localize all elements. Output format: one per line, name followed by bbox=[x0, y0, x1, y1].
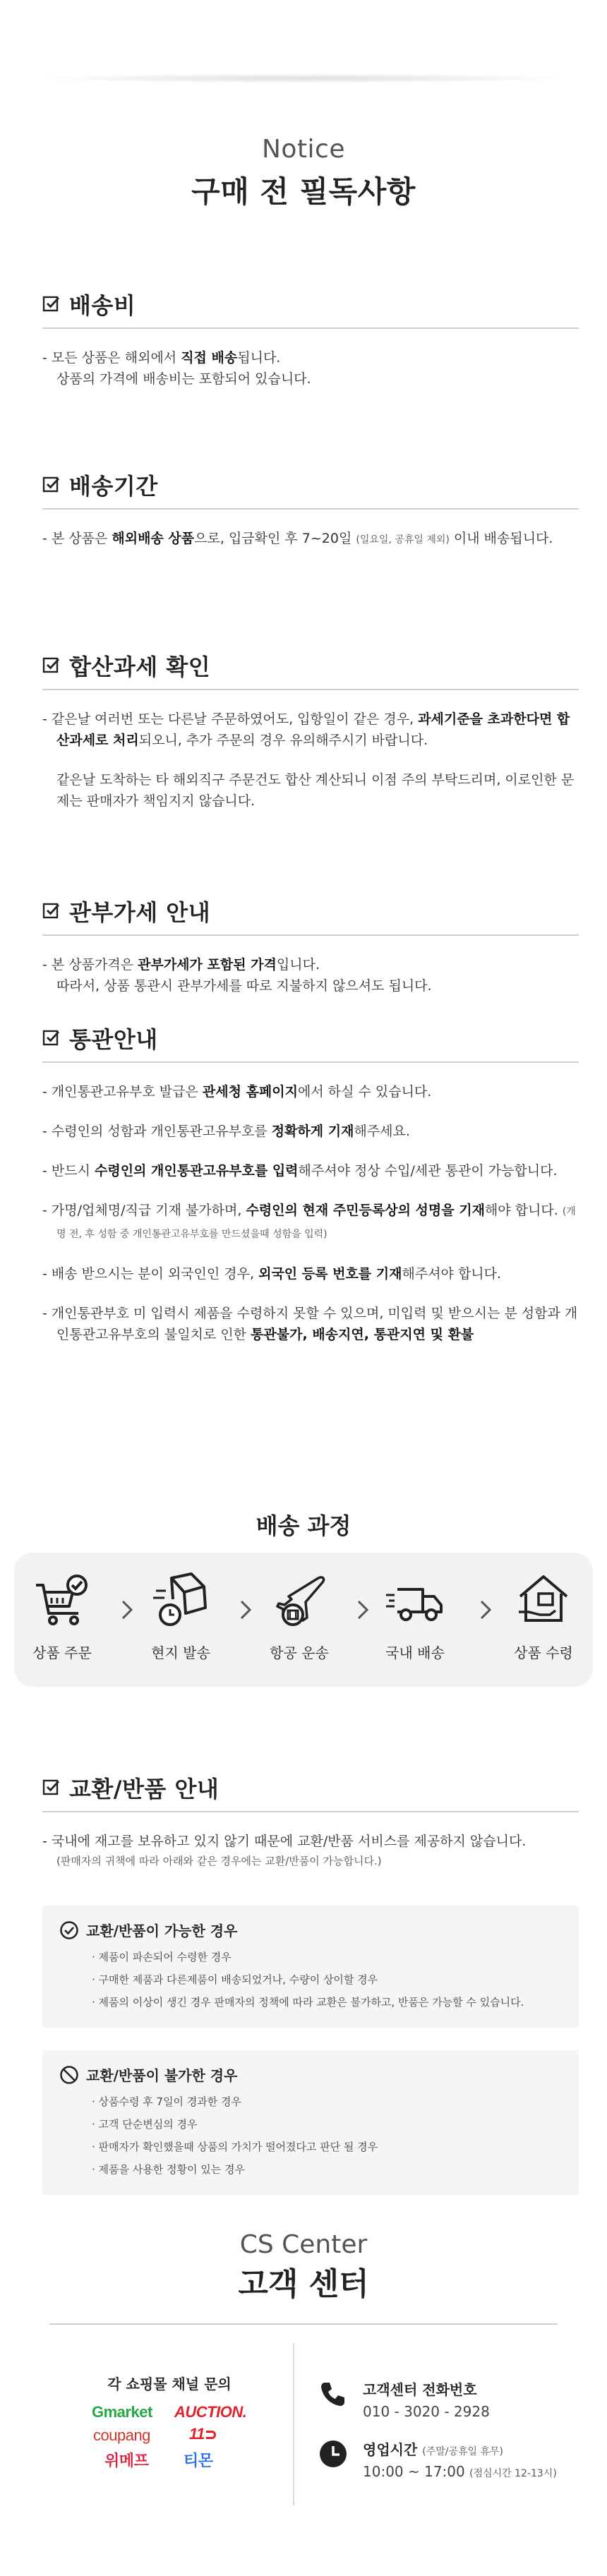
channels-title: 각 쇼핑몰 채널 문의 bbox=[107, 2376, 232, 2393]
list-item: · 제품의 이상이 생긴 경우 판매자의 정책에 따라 교환은 불가하고, 반품은 가능할 수 있습니다. bbox=[92, 1996, 524, 2009]
customs-item-5: - 배송 받으시는 분이 외국인인 경우, 외국인 등록 번호를 기재해주셔야 합니다. bbox=[42, 1266, 502, 1282]
shipping-fee-text: - 모든 상품은 해외에서 직접 배송됩니다. 상품의 가격에 배송비는 포함되어 있습니다. bbox=[42, 350, 311, 387]
hours-label: 영업시간 (주말/공휴일 휴무) bbox=[363, 2441, 504, 2458]
exchange-subtext: (판매자의 귀책에 따라 아래와 같은 경우에는 교환/반품이 가능합니다.) bbox=[56, 1855, 382, 1867]
process-step-label: 상품 주문 bbox=[32, 1644, 92, 1661]
duty-text: - 본 상품가격은 관부가세가 포함된 가격입니다. 따라서, 상품 통관시 관부가세를 따로 지불하지 않으셔도 됩니다. bbox=[42, 957, 432, 994]
cs-phone-row bbox=[318, 2378, 490, 2420]
prohibited-icon bbox=[59, 2065, 79, 2085]
tmon-logo[interactable]: 티몬 bbox=[184, 2452, 213, 2469]
phone-label: 고객센터 전화번호 bbox=[363, 2381, 477, 2398]
customs-item-3: - 반드시 수령인의 개인통관고유부호를 입력해주셔야 정상 수입/세관 통관이 가능합니다. bbox=[42, 1163, 558, 1179]
notice-title-ko: 구매 전 필독사항 bbox=[191, 174, 416, 210]
section-title-bar bbox=[42, 1771, 579, 1812]
coupang-logo[interactable]: coupang bbox=[93, 2426, 150, 2444]
cs-title-en: CS Center bbox=[239, 2230, 368, 2259]
box-title: 교환/반품이 불가한 경우 bbox=[59, 2064, 562, 2085]
section-title-bar bbox=[42, 895, 579, 936]
clock-icon bbox=[318, 2438, 349, 2469]
customs-item-2: - 수령인의 성함과 개인통관고유부호를 정확하게 기재해주세요. bbox=[42, 1124, 410, 1139]
process-step-dispatch bbox=[138, 1571, 223, 1662]
checkbox-icon bbox=[42, 1029, 61, 1047]
notice-title-en: Notice bbox=[261, 135, 345, 164]
cart-check-icon bbox=[32, 1571, 92, 1632]
list-item: · 판매자가 확인했을때 상품의 가치가 떨어졌다고 판단 될 경우 bbox=[92, 2141, 378, 2153]
box-title: 교환/반품이 가능한 경우 bbox=[59, 1920, 562, 1940]
section-shipping-fee bbox=[42, 288, 579, 390]
section-title: 교환/반품 안내 bbox=[69, 1776, 220, 1802]
wemakeprice-logo[interactable]: 위메프 bbox=[104, 2452, 149, 2469]
process-step-domestic bbox=[373, 1571, 457, 1662]
cs-divider-line bbox=[49, 2323, 558, 2325]
customs-item-6: - 개인통관부호 미 입력시 제품을 수령하지 못할 수 있으며, 미입력 및 받으시는 분 성함과 개인통관고유부호의 불일치로 인한 통관불가, 배송지연, 통관지연 및 환불 bbox=[42, 1306, 578, 1342]
house-receive-icon bbox=[513, 1571, 574, 1632]
notice-header bbox=[0, 134, 607, 211]
section-title-bar bbox=[42, 649, 579, 690]
hours-value: 10:00 ~ 17:00 (점심시간 12-13시) bbox=[363, 2463, 557, 2480]
customs-item-1: - 개인통관고유부호 발급은 관세청 홈페이지에서 하실 수 있습니다. bbox=[42, 1084, 432, 1100]
airplane-icon bbox=[269, 1571, 330, 1632]
combined-tax-text-2: 같은날 도착하는 타 해외직구 주문건도 합산 계산되니 이점 주의 부탁드리며, 이로인한 문제는 판매자가 책임지지 않습니다. bbox=[56, 772, 575, 809]
section-title-bar bbox=[42, 469, 579, 510]
customs-item-4: - 가명/업체명/직급 기재 불가하며, 수령인의 현재 주민등록상의 성명을 기재해야 합니다. (개명 전, 후 성함 중 개인통관고유부호를 만드셨을때 성함을 입력) bbox=[42, 1203, 576, 1240]
process-step-air bbox=[257, 1571, 342, 1662]
chevron-right-icon bbox=[356, 1599, 370, 1620]
section-duty bbox=[42, 895, 579, 997]
list-item: · 제품이 파손되어 수령한 경우 bbox=[92, 1951, 232, 1963]
impossible-list bbox=[59, 2090, 562, 2181]
possible-list bbox=[59, 1946, 562, 2014]
process-step-label: 현지 발송 bbox=[151, 1644, 210, 1661]
section-title: 배송기간 bbox=[69, 473, 158, 500]
auction-logo[interactable]: AUCTION. bbox=[174, 2403, 247, 2421]
phone-icon bbox=[318, 2378, 349, 2409]
section-title: 합산과세 확인 bbox=[69, 654, 211, 680]
process-step-label: 상품 수령 bbox=[514, 1644, 573, 1661]
list-item: · 상품수령 후 7일이 경과한 경우 bbox=[92, 2095, 242, 2108]
phone-value[interactable]: 010 - 3020 - 2928 bbox=[363, 2403, 490, 2420]
elevenst-logo[interactable]: 11 bbox=[189, 2425, 216, 2443]
exchange-text: - 국내에 재고를 보유하고 있지 않기 때문에 교환/반품 서비스를 제공하지 않습니다. bbox=[42, 1834, 527, 1849]
section-title-bar bbox=[42, 288, 579, 329]
check-circle-icon bbox=[59, 1920, 79, 1940]
chevron-right-icon bbox=[120, 1599, 134, 1620]
process-step-order bbox=[20, 1571, 104, 1662]
list-item: · 고객 단순변심의 경우 bbox=[92, 2118, 198, 2131]
cs-title-ko: 고객 센터 bbox=[238, 2266, 369, 2302]
process-step-label: 항공 운송 bbox=[270, 1644, 329, 1661]
section-title: 통관안내 bbox=[69, 1026, 158, 1053]
section-title: 배송비 bbox=[69, 292, 136, 319]
top-shadow-decoration bbox=[42, 73, 565, 83]
exchange-impossible-box bbox=[42, 2050, 579, 2195]
section-combined-tax bbox=[42, 649, 579, 812]
shipping-period-text: - 본 상품은 해외배송 상품으로, 입금확인 후 7~20일 (일요일, 공휴일 제외) 이내 배송됩니다. bbox=[42, 531, 553, 546]
process-title: 배송 과정 bbox=[256, 1512, 351, 1539]
chevron-right-icon bbox=[479, 1599, 493, 1620]
process-panel bbox=[14, 1553, 593, 1687]
cs-hours-row bbox=[318, 2438, 557, 2480]
process-step-receive bbox=[501, 1571, 586, 1662]
fast-box-icon bbox=[150, 1571, 211, 1632]
gmarket-logo[interactable]: Gmarket bbox=[92, 2403, 152, 2421]
checkbox-icon bbox=[42, 476, 61, 494]
chevron-right-icon bbox=[239, 1599, 253, 1620]
checkbox-icon bbox=[42, 656, 61, 675]
process-step-label: 국내 배송 bbox=[385, 1644, 445, 1661]
checkbox-icon bbox=[42, 295, 61, 313]
list-item: · 제품을 사용한 정황이 있는 경우 bbox=[92, 2163, 245, 2176]
list-item: · 구매한 제품과 다른제품이 배송되었거나, 수량이 상이할 경우 bbox=[92, 1973, 378, 1986]
checkbox-icon bbox=[42, 1778, 61, 1797]
truck-icon bbox=[385, 1571, 445, 1632]
cs-vertical-divider bbox=[293, 2343, 294, 2505]
section-title: 관부가세 안내 bbox=[69, 899, 211, 926]
section-title-bar bbox=[42, 1022, 579, 1063]
checkbox-icon bbox=[42, 902, 61, 920]
section-customs bbox=[42, 1022, 579, 1345]
section-shipping-period bbox=[42, 469, 579, 550]
combined-tax-text-1: - 같은날 여러번 또는 다른날 주문하였어도, 입항일이 같은 경우, 과세기준을 초과한다면 합산과세로 처리되오니, 추가 주문의 경우 유의해주시기 바랍니다. bbox=[42, 711, 570, 748]
exchange-possible-box bbox=[42, 1906, 579, 2028]
section-exchange bbox=[42, 1771, 579, 1868]
